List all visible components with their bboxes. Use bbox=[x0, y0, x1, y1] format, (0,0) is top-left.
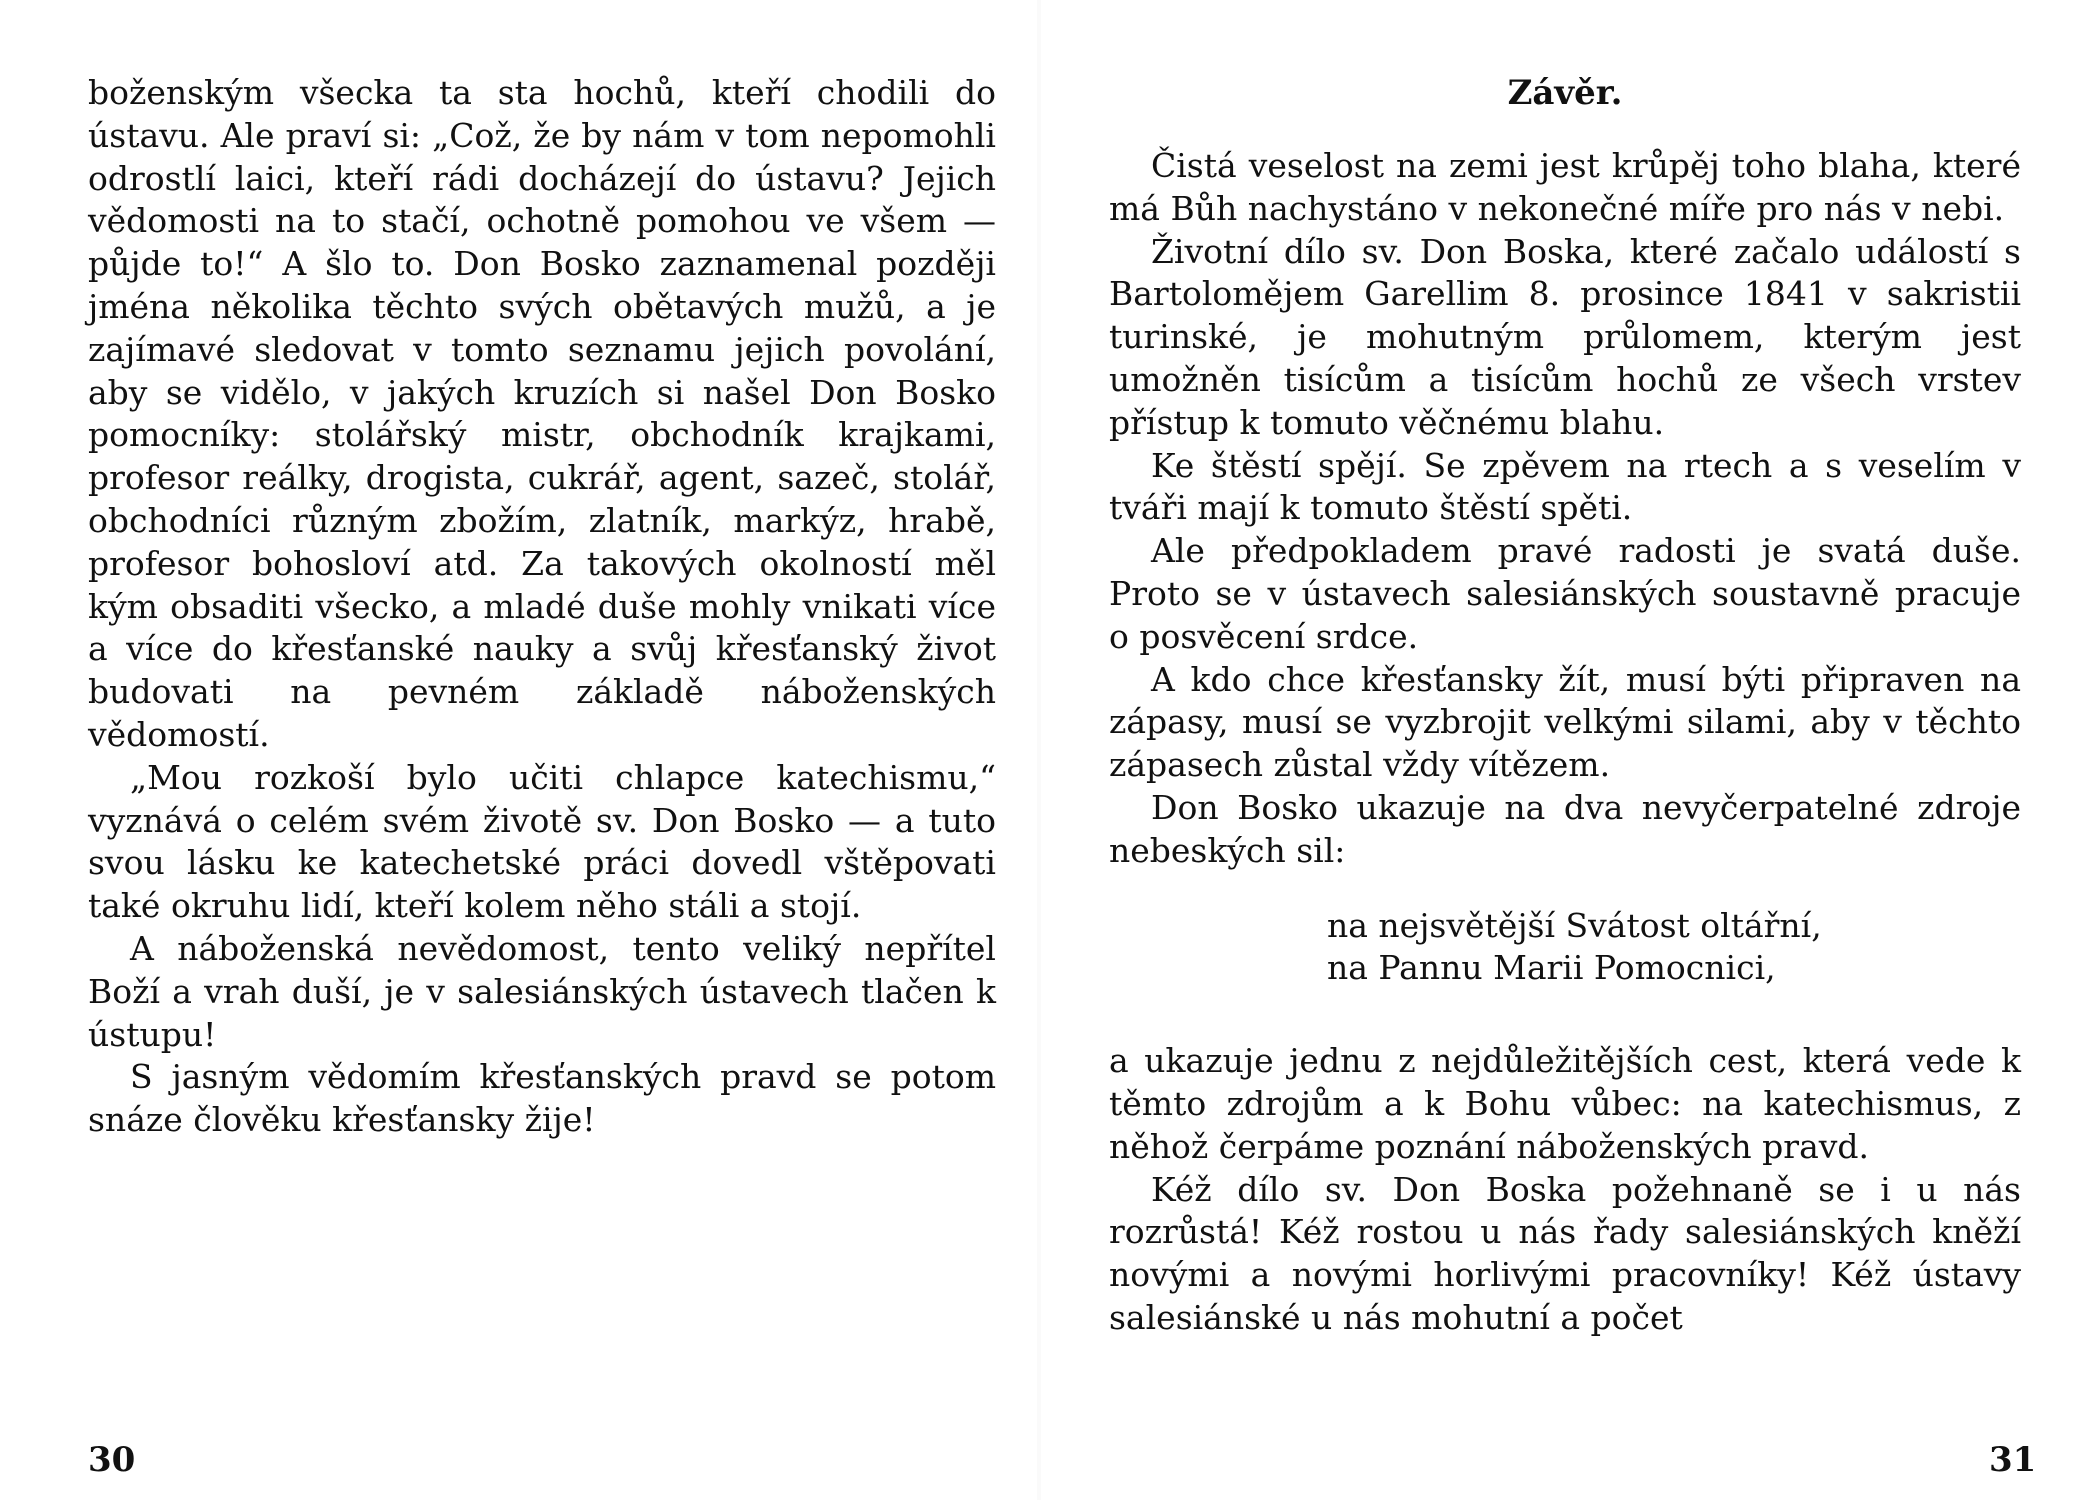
paragraph: Životní dílo sv. Don Boska, které začalo událostí s Bartolomějem Garellim 8. prosince 1841 v sakristii turinské, je mohutným průlomem, kterým jest umožněn tisícům a tisícům hochů ze všech vrstev přístup k tomuto věčnému blahu. bbox=[1109, 231, 2021, 442]
paragraph: Don Bosko ukazuje na dva nevyčerpatelné zdroje nebeských sil: bbox=[1109, 787, 2021, 870]
paragraph: a ukazuje jednu z nejdůležitějších cest, která vede k těmto zdrojům a k Bohu vůbec: na katechismus, z něhož čerpáme poznání náboženských pravd. bbox=[1109, 1041, 2021, 1166]
verse-line: na Pannu Marii Pomocnici, bbox=[1327, 948, 1776, 988]
page-number-right: 31 bbox=[1989, 1440, 2037, 1480]
page-number-left: 30 bbox=[88, 1440, 136, 1480]
right-page bbox=[1039, 0, 2078, 1500]
paragraph: A kdo chce křesťansky žít, musí býti připraven na zápasy, musí se vyzbrojit velkými silami, aby v těchto zápasech zůstal vždy vítězem. bbox=[1109, 659, 2021, 785]
paragraph: „Mou rozkoší bylo učiti chlapce katechismu,“ vyznává o celém svém životě sv. Don Bosko — a tuto svou lásku ke katechetské práci dovedl vštěpovati také okruhu lidí, kteří kolem něho stáli a stojí. bbox=[88, 757, 996, 926]
paragraph: S jasným vědomím křesťanských pravd se potom snáze člověku křesťansky žije! bbox=[88, 1057, 996, 1140]
paragraph: Čistá veselost na zemi jest krůpěj toho blaha, které má Bůh nachystáno v nekonečné míře pro nás v nebi. bbox=[1109, 146, 2021, 228]
verse-line: na nejsvětější Svátost oltářní, bbox=[1327, 905, 1822, 945]
left-page-text bbox=[88, 72, 996, 1142]
paragraph: Kéž dílo sv. Don Boska požehnaně se i u nás rozrůstá! Kéž rostou u nás řady salesiánských kněží novými a novými horlivými pracovníky! Kéž ústavy salesiánské u nás mohutní a počet bbox=[1109, 1169, 2021, 1337]
paragraph: Ale předpokladem pravé radosti je svatá duše. Proto se v ústavech salesiánských soustavně pracuje o posvěcení srdce. bbox=[1109, 531, 2021, 656]
paragraph: Ke štěstí spějí. Se zpěvem na rtech a s veselím v tváři mají k tomuto štěstí spěti. bbox=[1109, 445, 2021, 528]
paragraph: boženským všecka ta sta hochů, kteří chodili do ústavu. Ale praví si: „Což, že by nám v tom nepomohli odrostlí laici, kteří rádi docházejí do ústavu? Jejich vědomosti na to stačí, ochotně pomohou ve všem — půjde to!“ A šlo to. Don Bosko zaznamenal později jména několika těchto svých obětavých mužů, a je zajímavé sledovat v tomto seznamu jejich povolání, aby se vidělo, v jakých kruzích si našel Don Bosko pomocníky: stolářský mistr, obchodník krajkami, profesor reálky, drogista, cukrář, agent, sazeč, stolář, obchodníci různým zbožím, zlatník, markýz, hrabě, profesor bohosloví atd. Za takových okolností měl kým obsaditi všecko, a mladé duše mohly vnikati více a více do křesťanské nauky a svůj křesťanský život budovati na pevném základě náboženských vědomostí. bbox=[88, 73, 996, 754]
verse-block bbox=[1109, 905, 2021, 991]
paragraph: A náboženská nevědomost, tento veliký nepřítel Boží a vrah duší, je v salesiánských ústavech tlačen k ústupu! bbox=[88, 928, 996, 1054]
right-page-text bbox=[1109, 72, 2021, 1340]
chapter-heading: Závěr. bbox=[1507, 73, 1623, 113]
